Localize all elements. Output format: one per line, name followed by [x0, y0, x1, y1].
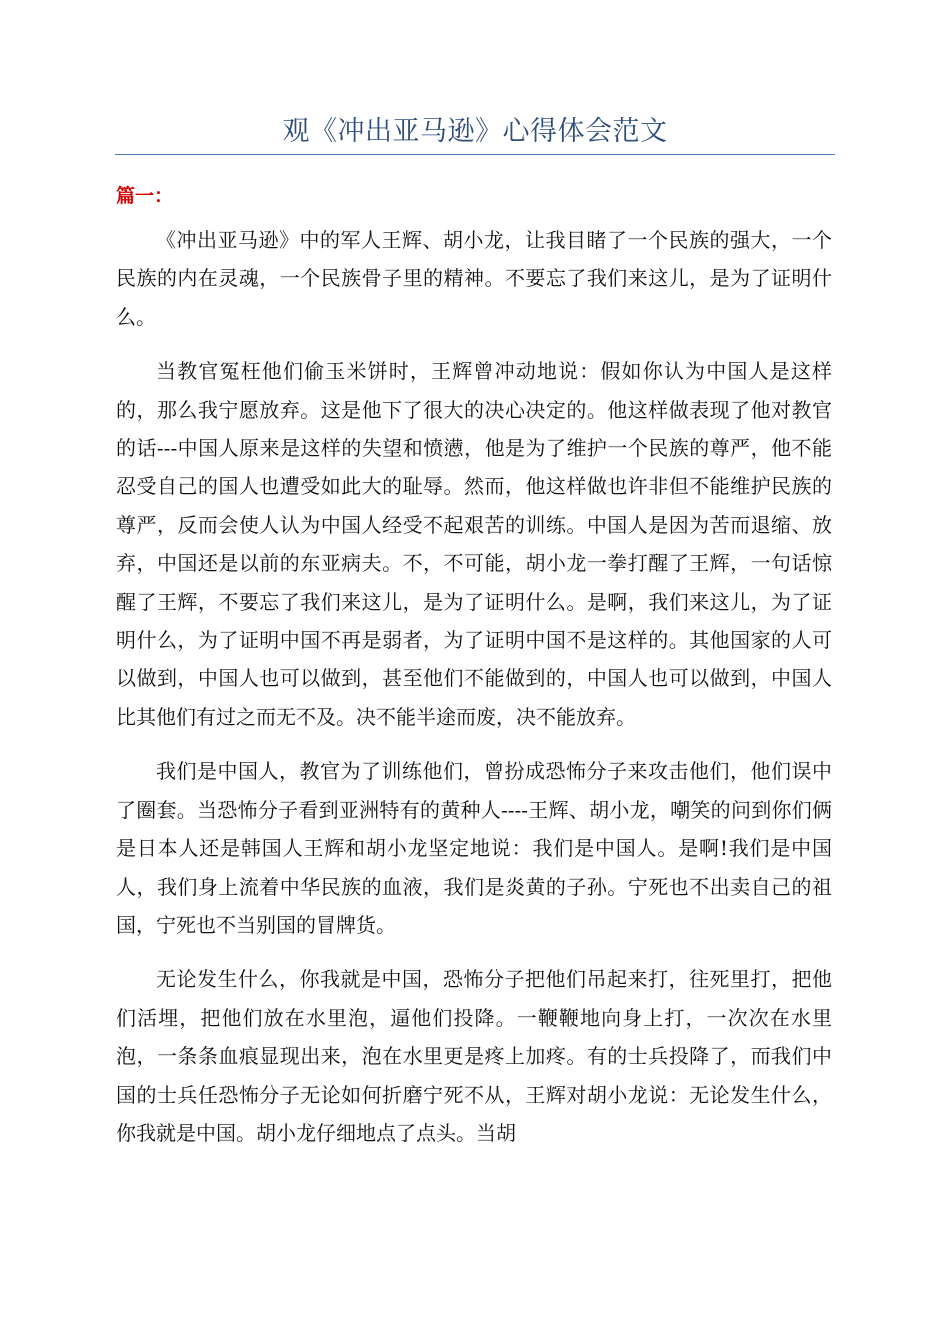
- paragraph-2: 当教官冤枉他们偷玉米饼时，王辉曾冲动地说：假如你认为中国人是这样的，那么我宁愿放弃。这是他下了很大的决心决定的。他这样做表现了他对教官的话---中国人原来是这样的失望和愤懑，他是为了维护一个民族的尊严，他不能忍受自己的国人也遭受如此大的耻辱。然而，他这样做也许非但不能维护民族的尊严，反而会使人认为中国人经受不起艰苦的训练。中国人是因为苦而退缩、放弃，中国还是以前的东亚病夫。不，不可能，胡小龙一拳打醒了王辉，一句话惊醒了王辉，不要忘了我们来这儿，是为了证明什么。是啊，我们来这儿，为了证明什么，为了证明中国不再是弱者，为了证明中国不是这样的。其他国家的人可以做到，中国人也可以做到，甚至他们不能做到的，中国人也可以做到，中国人比其他们有过之而无不及。决不能半途而废，决不能放弃。: [116, 359, 832, 729]
- title-underline: [115, 154, 835, 155]
- section-heading: 篇一：: [116, 185, 174, 207]
- body-text: [116, 221, 832, 1168]
- document-title: 观《冲出亚马逊》心得体会范文: [282, 116, 668, 147]
- paragraph-3: 我们是中国人，教官为了训练他们，曾扮成恐怖分子来攻击他们，他们误中了圈套。当恐怖分子看到亚洲特有的黄种人----王辉、胡小龙，嘲笑的问到你们俩是日本人还是韩国人王辉和胡小龙坚定地说：我们是中国人。是啊!我们是中国人，我们身上流着中华民族的血液，我们是炎黄的子孙。宁死也不出卖自己的祖国，宁死也不当别国的冒牌货。: [116, 759, 832, 937]
- paragraph-4: 无论发生什么，你我就是中国，恐怖分子把他们吊起来打，往死里打，把他们活埋，把他们放在水里泡，逼他们投降。一鞭鞭地向身上打，一次次在水里泡，一条条血痕显现出来，泡在水里更是疼上加疼。有的士兵投降了，而我们中国的士兵任恐怖分子无论如何折磨宁死不从，王辉对胡小龙说：无论发生什么，你我就是中国。胡小龙仔细地点了点头。当胡: [116, 967, 832, 1145]
- paragraph-1: 《冲出亚马逊》中的军人王辉、胡小龙，让我目睹了一个民族的强大，一个民族的内在灵魂，一个民族骨子里的精神。不要忘了我们来这儿，是为了证明什么。: [116, 228, 832, 329]
